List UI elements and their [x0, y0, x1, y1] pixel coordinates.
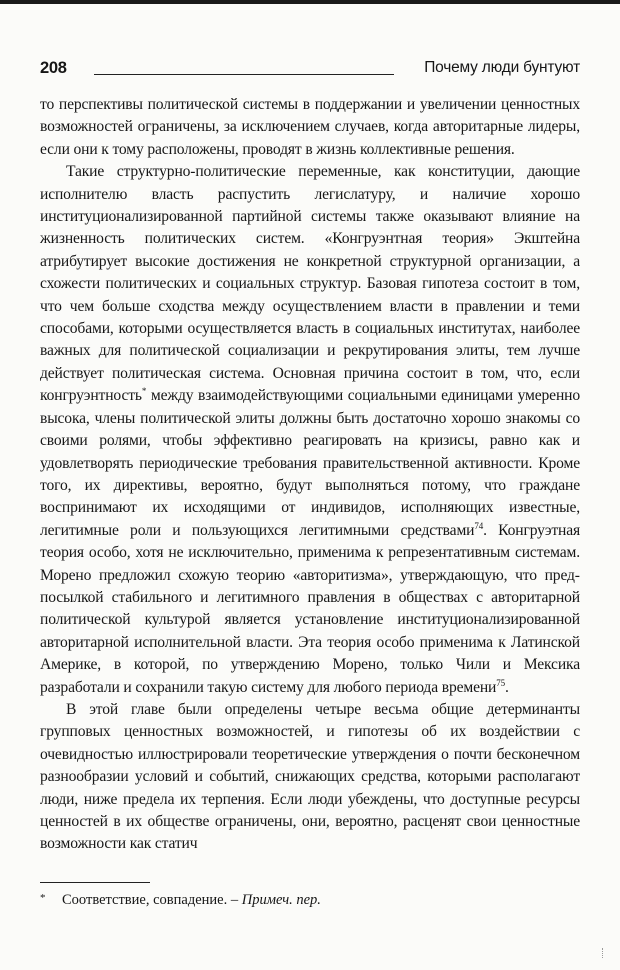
footnote-mark: *: [40, 892, 46, 904]
body-text: [40, 94, 580, 856]
page-header: [40, 58, 580, 82]
page-number: 208: [40, 59, 67, 77]
footnote-attribution: Примеч. пер.: [241, 892, 321, 908]
header-rule: [94, 74, 394, 75]
scan-artifact: [602, 948, 606, 958]
footnote-rule: [40, 882, 150, 883]
paragraph-2-part-b: между взаимодействующими социальными единицами умеренно высока, члены политической элиты должны быть достаточно хорошо знакомы со своими ролями, чтобы эффективно реагировать на кризисы, равно как и удовлетворять периодические требования правительственной активности. Кроме того, их директивы, вероятно, будут выполняться потому, что граждане воспринимают их исходящими от индивидов, исполняющих известные, легитимные роли и пользующихся легитимными средствами: [40, 387, 580, 539]
footnote-ref-star: *: [141, 386, 147, 397]
running-head: Почему люди бунтуют: [424, 59, 580, 76]
paragraph-1: то перспективы политической системы в поддержании и увеличении ценностных возможностей ограничены, за исключением случаев, когда авторитарные лидеры, если они к тому расположены, проводят в жизнь коллективные решения.: [40, 96, 580, 158]
footnote-ref-74: 74: [474, 520, 484, 531]
paragraph-3: В этой главе были определены четыре весьма общие детерминанты групповых ценностных возможностей, и гипотезы об их воздействии с очевидностью иллюстрировали теоретические утверждения о почти бесконечном разнообразии условий и событий, снижающих средства, которыми располагают люди, ниже предела их терпения. Если люди убеждены, что доступные ресурсы ценностей в их обществе ограничены, они, вероятно, расценят свои ценностные возможности как статич: [40, 700, 580, 853]
paragraph-2-part-d: .: [504, 678, 509, 696]
paragraph-2-part-c: . Конгруэтная теория особо, хотя не исключительно, применима к репрезентативным системам. Морено предложил схожую теорию «авторитизма», утверждающую, что предпосылкой стабильного и легитимного правления в обществах с авторитарной политической культурой является установление институционализированной авторитарной исполнительной власти. Эта теория особо применима к Латинской Америке, в которой, по утверждению Морено, только Чили и Мексика разработали и сохранили такую систему для любого периода времени: [40, 521, 581, 696]
paragraph-2: [40, 161, 580, 699]
footnote-text: Соответствие, совпадение. –: [62, 892, 242, 908]
paragraph-2-part-a: Такие структурно-политические переменные, как конституции, дающие исполнителю власть распустить легислатуру, и наличие хорошо институционализированной партийной системы также оказывают влияние на жизненность политических систем. «Конгруэнтная теория» Экштейна атрибутирует высокие достижения не конкретной структурной организации, а схожести политических и социальных структур. Базовая гипотеза состоит в том, что чем больше сходства между осуществлением власти в правлении и теми способами, которыми осуществляется власть в социальных институтах, наиболее важных для политической социализации и рекрутирования элиты, тем лучше действует политическая система. Основная причина состоит в том, что, если конгруэнтность: [40, 163, 580, 405]
top-border-rule: [0, 0, 620, 4]
footnote-ref-75: 75: [496, 677, 505, 688]
footnote: [40, 888, 580, 910]
